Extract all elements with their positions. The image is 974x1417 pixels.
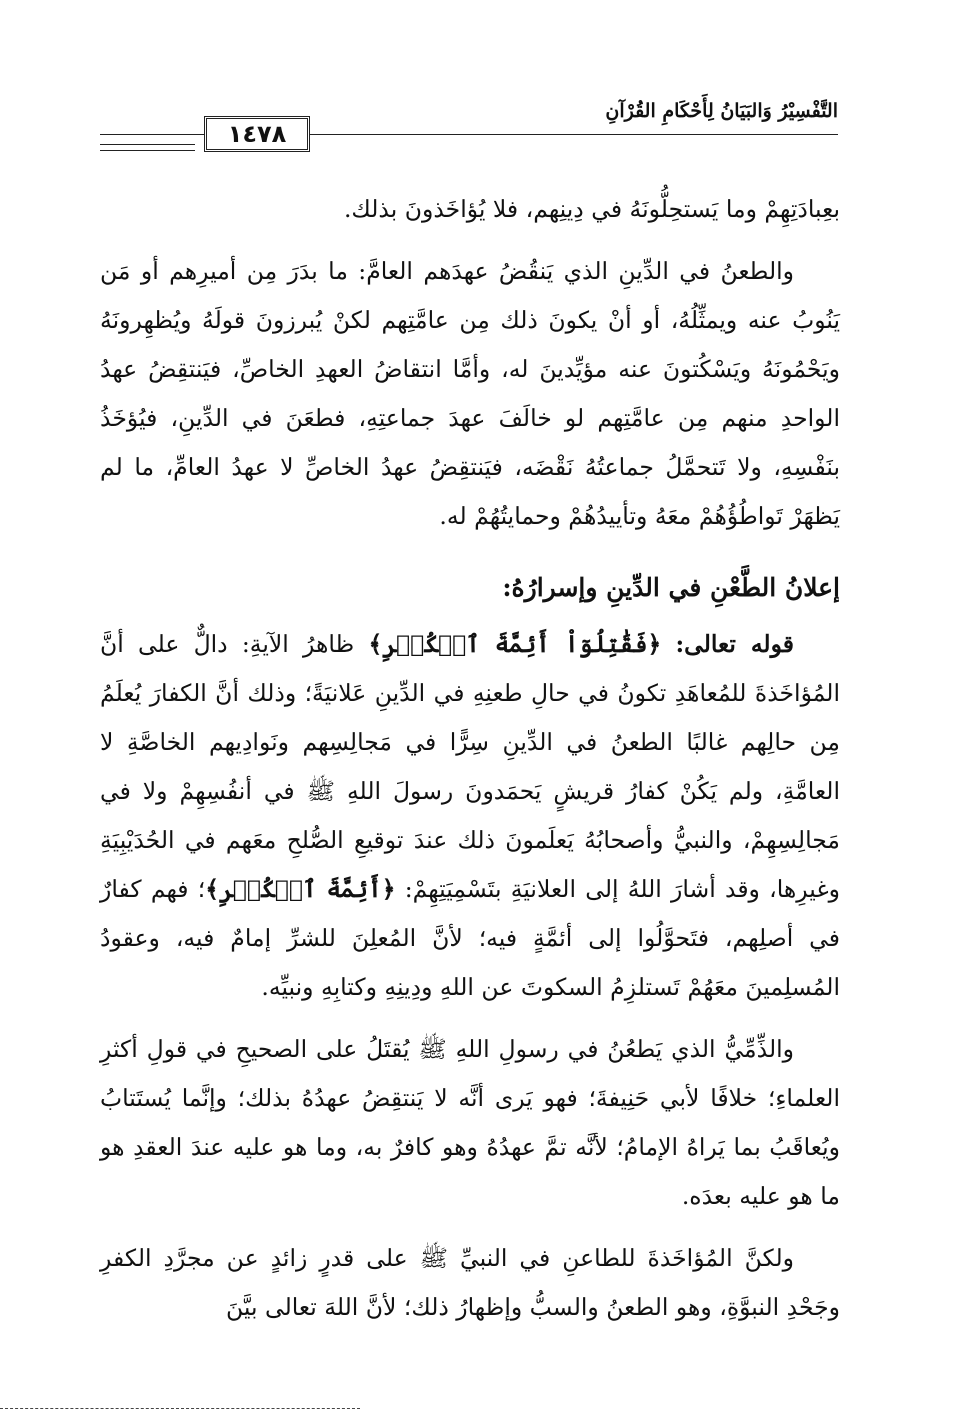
section-heading: إعلانُ الطَّعْنِ في الدِّينِ وإسرارُهُ:	[502, 573, 840, 602]
page-number: ١٤٧٨	[204, 116, 310, 152]
quran-quote-2: ﴿أَئِمَّةَ ٱلۡكُفۡرِ﴾	[205, 875, 396, 903]
page-header	[100, 100, 838, 160]
paragraph-3-text: ظاهرُ الآيةِ: دالٌّ على أنَّ المُؤاخَذةَ للمُعاهَدِ تكونُ في حالِ طعنِهِ في الدِّينِ عَلانيَةً؛ وذلك أنَّ الكفارَ يُعلَمُ مِن حالِهم غالبًا الطعنُ في الدِّينِ سِرًّا في مَجالِسِهم ونَوادِيهم الخاصَّةِ لا العامَّةِ، ولم يَكُنْ كفارُ قريشٍ يَحمَدونَ رسولَ اللهِ ﷺ في أنفُسِهِمْ ولا في مَجالِسِهِمْ، والنبيُّ وأصحابُهُ يَعلَمونَ ذلك عندَ توقيعِ الصُّلحِ معَهم في الحُدَيْبِيَةِ وغيرِها، وقد أشارَ اللهُ إلى العلانيَةِ بتَسْمِيَتِهِمْ:	[100, 630, 840, 903]
paragraph-2: والطعنُ في الدِّينِ الذي يَنقُضُ عهدَهم العامَّ: ما بدَرَ مِن أميرِهم أو مَن يَنُوبُ عنه ويمثِّلُهُ، أو أنْ يكونَ ذلك مِن عامَّتِهم لكنْ يُبرزونَ قولَهُ ويُظهِرونَهُ ويَحْمُونَهُ ويَسْكُتونَ عنه مؤيِّدينَ له، وأمَّا انتقاضُ العهدِ الخاصِّ، فيَنتقِضُ عهدُ الواحدِ منهم مِن عامَّتِهم لو خالَفَ عهدَ جماعتِهِ، فطعَنَ في الدِّينِ، فيُؤخَذُ بنَفْسِهِ، ولا تَتحمَّلُ جماعتُهُ نَقْضَه، فيَنتقِضُ عهدُ الخاصِّ لا عهدُ العامِّ، ما لم يَظهَرْ تَواطُؤُهُمْ معَهُ وتأييدُهُمْ وحمايتُهُمْ له.	[100, 257, 840, 530]
footer-rule	[0, 1408, 360, 1409]
paragraph-3	[100, 620, 840, 1012]
paragraph-1: بعِبادَتِهِمْ وما يَستحِلُّونَهُ في دِينِهم، فلا يُؤاخَذونَ بذلك.	[343, 195, 840, 223]
quran-quote: ﴿فَقَٰتِلُوٓاْ أَئِمَّةَ ٱلۡكُفۡرِ﴾	[368, 630, 662, 658]
header-decorative-lines	[100, 144, 195, 156]
verse-intro: قوله تعالى:	[675, 630, 794, 658]
page-body	[100, 185, 840, 1332]
paragraph-5: ولكنَّ المُؤاخَذةَ للطاعنِ في النبيِّ ﷺ على قدرٍ زائدٍ عن مجرَّدِ الكفرِ وجَحْدِ النبوَّةِ، وهو الطعنُ والسبُّ وإظهارُ ذلك؛ لأنَّ اللهَ تعالى بيَّنَ	[100, 1244, 840, 1321]
running-title: التَّفْسِيْرُ وَالبَيَانُ لِأَحْكَامِ القُرْآنِ	[605, 100, 838, 122]
paragraph-4: والذِّمِّيُّ الذي يَطعُنُ في رسولِ اللهِ ﷺ يُقتَلُ على الصحيحِ في قولِ أكثرِ العلماءِ؛ خلافًا لأبي حَنِيفةَ؛ فهو يَرى أنَّه لا يَنتقِضُ عهدُهُ بذلك؛ وإنَّما يُستَتابُ ويُعاقَبُ بما يَراهُ الإمامُ؛ لأنَّه تمَّ عهدُهُ وهو كافرٌ به، وما هو عليه عندَ العقدِ هو ما هو عليه بعدَه.	[100, 1035, 840, 1210]
paragraph-3-text-2: ؛ فهم كفارٌ في أصلِهم، فتَحوَّلُوا إلى أئمَّةٍ فيه؛ لأنَّ المُعلِنَ للشرِّ إمامٌ فيه، وعقودُ المُسلِمينَ معَهُمْ تَستلزِمُ السكوتَ عن اللهِ ودِينِهِ وكتابِهِ ونبيِّه.	[100, 875, 840, 1001]
